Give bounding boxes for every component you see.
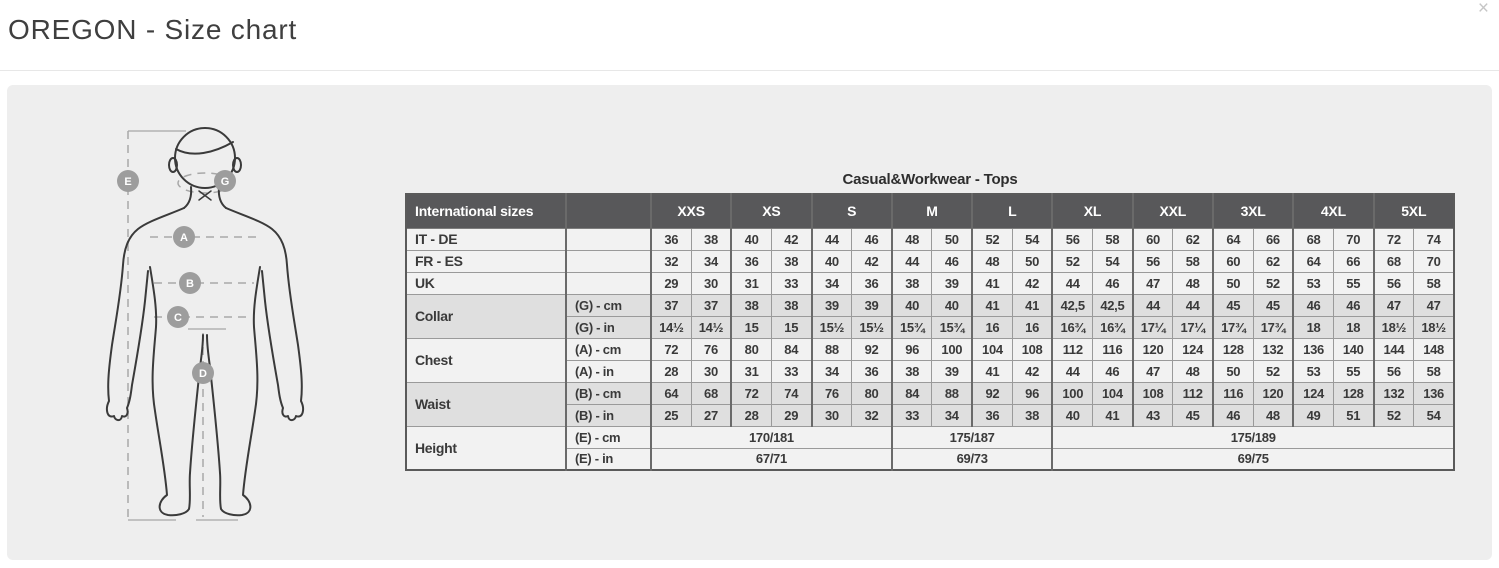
measurement-label-inseam <box>192 362 214 384</box>
size-cell: 136 <box>1293 338 1333 360</box>
size-cell: 36 <box>852 360 892 382</box>
size-column-header: XXL <box>1133 194 1213 228</box>
size-cell: 84 <box>892 382 932 404</box>
height-range-cell: 67/71 <box>651 448 892 470</box>
size-cell: 48 <box>892 228 932 250</box>
size-cell: 44 <box>1052 272 1092 294</box>
size-cell: 66 <box>1253 228 1293 250</box>
size-cell: 15¾ <box>892 316 932 338</box>
size-cell: 44 <box>892 250 932 272</box>
size-cell: 30 <box>691 272 731 294</box>
size-cell: 41 <box>972 294 1012 316</box>
size-cell: 46 <box>1293 294 1333 316</box>
size-cell: 92 <box>972 382 1012 404</box>
size-cell: 29 <box>651 272 691 294</box>
row-label: IT - DE <box>406 228 566 250</box>
size-cell: 49 <box>1293 404 1333 426</box>
size-column-header: XL <box>1052 194 1132 228</box>
svg-text:C: C <box>174 312 182 324</box>
size-cell: 68 <box>691 382 731 404</box>
size-cell: 44 <box>812 228 852 250</box>
corner-header: International sizes <box>406 194 566 228</box>
size-cell: 60 <box>1133 228 1173 250</box>
size-cell: 48 <box>1173 272 1213 294</box>
size-cell: 116 <box>1093 338 1133 360</box>
size-cell: 100 <box>932 338 972 360</box>
size-cell: 50 <box>1012 250 1052 272</box>
size-cell: 33 <box>771 272 811 294</box>
size-cell: 132 <box>1253 338 1293 360</box>
size-cell: 18 <box>1333 316 1373 338</box>
size-cell: 14½ <box>691 316 731 338</box>
size-cell: 92 <box>852 338 892 360</box>
size-cell: 50 <box>932 228 972 250</box>
size-cell: 44 <box>1173 294 1213 316</box>
svg-text:E: E <box>124 176 132 188</box>
size-cell: 66 <box>1333 250 1373 272</box>
size-cell: 41 <box>972 360 1012 382</box>
size-cell: 45 <box>1253 294 1293 316</box>
size-cell: 42,5 <box>1093 294 1133 316</box>
size-cell: 39 <box>932 272 972 294</box>
size-cell: 68 <box>1293 228 1333 250</box>
size-cell: 80 <box>852 382 892 404</box>
size-cell: 70 <box>1414 250 1454 272</box>
size-cell: 46 <box>1093 272 1133 294</box>
table-row <box>406 250 1454 272</box>
size-cell: 50 <box>1213 360 1253 382</box>
size-cell: 34 <box>812 272 852 294</box>
size-cell: 72 <box>731 382 771 404</box>
size-column-header: 4XL <box>1293 194 1373 228</box>
size-cell: 44 <box>1052 360 1092 382</box>
size-cell: 52 <box>972 228 1012 250</box>
size-cell: 72 <box>1374 228 1414 250</box>
size-cell: 80 <box>731 338 771 360</box>
size-chart-table <box>405 193 1455 471</box>
size-cell: 40 <box>812 250 852 272</box>
size-cell: 55 <box>1333 272 1373 294</box>
size-cell: 62 <box>1253 250 1293 272</box>
size-cell: 15 <box>731 316 771 338</box>
measurement-label-hip <box>167 306 189 328</box>
svg-text:G: G <box>220 176 230 188</box>
size-cell: 64 <box>651 382 691 404</box>
size-cell: 84 <box>771 338 811 360</box>
unit-label <box>566 272 651 294</box>
size-cell: 15½ <box>812 316 852 338</box>
size-cell: 88 <box>812 338 852 360</box>
size-cell: 41 <box>972 272 1012 294</box>
size-cell: 128 <box>1213 338 1253 360</box>
measurement-label-chest <box>173 226 195 248</box>
height-range-cell: 175/189 <box>1052 426 1454 448</box>
unit-label: (B) - cm <box>566 382 651 404</box>
size-cell: 39 <box>932 360 972 382</box>
unit-label: (E) - in <box>566 448 651 470</box>
size-column-header: S <box>812 194 892 228</box>
size-cell: 62 <box>1173 228 1213 250</box>
size-cell: 148 <box>1414 338 1454 360</box>
size-cell: 48 <box>1253 404 1293 426</box>
size-cell: 15¾ <box>932 316 972 338</box>
measurement-label-height <box>117 170 139 192</box>
size-cell: 44 <box>1133 294 1173 316</box>
size-cell: 51 <box>1333 404 1373 426</box>
size-cell: 16¾ <box>1093 316 1133 338</box>
table-row <box>406 338 1454 360</box>
size-cell: 32 <box>852 404 892 426</box>
unit-label <box>566 250 651 272</box>
size-cell: 16¾ <box>1052 316 1092 338</box>
size-cell: 54 <box>1093 250 1133 272</box>
size-cell: 52 <box>1374 404 1414 426</box>
size-chart-panel <box>7 85 1492 560</box>
size-chart-caption: Casual&Workwear - Tops <box>842 171 1018 188</box>
size-cell: 56 <box>1133 250 1173 272</box>
size-cell: 76 <box>812 382 852 404</box>
size-cell: 33 <box>892 404 932 426</box>
size-cell: 42 <box>771 228 811 250</box>
size-cell: 56 <box>1374 272 1414 294</box>
size-cell: 116 <box>1213 382 1253 404</box>
size-cell: 53 <box>1293 272 1333 294</box>
size-cell: 15 <box>771 316 811 338</box>
size-cell: 36 <box>651 228 691 250</box>
size-cell: 46 <box>1213 404 1253 426</box>
size-cell: 56 <box>1374 360 1414 382</box>
size-cell: 132 <box>1374 382 1414 404</box>
size-cell: 31 <box>731 272 771 294</box>
size-cell: 54 <box>1414 404 1454 426</box>
size-cell: 17¼ <box>1173 316 1213 338</box>
measurement-label-collar <box>214 170 236 192</box>
size-cell: 70 <box>1333 228 1373 250</box>
size-cell: 42 <box>852 250 892 272</box>
size-cell: 16 <box>1012 316 1052 338</box>
size-cell: 38 <box>771 250 811 272</box>
size-cell: 40 <box>892 294 932 316</box>
size-cell: 58 <box>1414 272 1454 294</box>
size-cell: 32 <box>651 250 691 272</box>
size-cell: 104 <box>1093 382 1133 404</box>
size-cell: 47 <box>1133 272 1173 294</box>
size-cell: 76 <box>691 338 731 360</box>
size-cell: 52 <box>1052 250 1092 272</box>
height-range-cell: 175/187 <box>892 426 1053 448</box>
size-cell: 120 <box>1133 338 1173 360</box>
size-cell: 46 <box>852 228 892 250</box>
row-label: Waist <box>406 382 566 426</box>
size-cell: 18½ <box>1414 316 1454 338</box>
svg-text:A: A <box>180 232 188 244</box>
size-cell: 43 <box>1133 404 1173 426</box>
size-cell: 47 <box>1414 294 1454 316</box>
close-icon[interactable]: × <box>1477 0 1489 19</box>
size-cell: 31 <box>731 360 771 382</box>
size-cell: 17¾ <box>1213 316 1253 338</box>
table-row <box>406 228 1454 250</box>
size-column-header: 5XL <box>1374 194 1454 228</box>
unit-label <box>566 228 651 250</box>
size-cell: 29 <box>771 404 811 426</box>
size-cell: 36 <box>972 404 1012 426</box>
size-column-header: 3XL <box>1213 194 1293 228</box>
size-cell: 15½ <box>852 316 892 338</box>
table-row <box>406 382 1454 404</box>
svg-text:B: B <box>186 278 194 290</box>
size-cell: 28 <box>651 360 691 382</box>
size-cell: 48 <box>972 250 1012 272</box>
size-cell: 38 <box>691 228 731 250</box>
size-cell: 38 <box>892 272 932 294</box>
size-cell: 25 <box>651 404 691 426</box>
size-cell: 48 <box>1173 360 1213 382</box>
row-label: Height <box>406 426 566 470</box>
size-cell: 17¼ <box>1133 316 1173 338</box>
size-cell: 100 <box>1052 382 1092 404</box>
size-cell: 42 <box>1012 272 1052 294</box>
height-range-cell: 69/75 <box>1052 448 1454 470</box>
size-cell: 136 <box>1414 382 1454 404</box>
size-cell: 38 <box>731 294 771 316</box>
size-cell: 40 <box>932 294 972 316</box>
size-cell: 53 <box>1293 360 1333 382</box>
size-cell: 58 <box>1093 228 1133 250</box>
size-cell: 45 <box>1173 404 1213 426</box>
size-column-header: XS <box>731 194 811 228</box>
size-cell: 47 <box>1133 360 1173 382</box>
dialog-title: OREGON - Size chart <box>8 14 298 45</box>
size-column-header: M <box>892 194 972 228</box>
size-cell: 41 <box>1093 404 1133 426</box>
size-cell: 38 <box>892 360 932 382</box>
size-cell: 104 <box>972 338 1012 360</box>
table-row <box>406 294 1454 316</box>
unit-column-header <box>566 194 651 228</box>
size-cell: 27 <box>691 404 731 426</box>
size-cell: 45 <box>1213 294 1253 316</box>
size-cell: 38 <box>771 294 811 316</box>
row-label: UK <box>406 272 566 294</box>
size-cell: 37 <box>651 294 691 316</box>
size-cell: 38 <box>1012 404 1052 426</box>
size-cell: 42,5 <box>1052 294 1092 316</box>
size-cell: 74 <box>1414 228 1454 250</box>
size-cell: 88 <box>932 382 972 404</box>
measurement-label-waist <box>179 272 201 294</box>
size-cell: 46 <box>932 250 972 272</box>
table-row <box>406 272 1454 294</box>
size-cell: 55 <box>1333 360 1373 382</box>
size-cell: 46 <box>1093 360 1133 382</box>
size-cell: 40 <box>1052 404 1092 426</box>
size-cell: 30 <box>691 360 731 382</box>
svg-text:D: D <box>199 368 207 380</box>
size-cell: 41 <box>1012 294 1052 316</box>
size-cell: 68 <box>1374 250 1414 272</box>
size-cell: 36 <box>852 272 892 294</box>
size-cell: 64 <box>1293 250 1333 272</box>
size-cell: 74 <box>771 382 811 404</box>
row-label: Chest <box>406 338 566 382</box>
header-divider <box>0 70 1499 71</box>
size-column-header: XXS <box>651 194 731 228</box>
size-cell: 52 <box>1253 360 1293 382</box>
size-cell: 30 <box>812 404 852 426</box>
size-cell: 33 <box>771 360 811 382</box>
unit-label: (B) - in <box>566 404 651 426</box>
size-cell: 60 <box>1213 250 1253 272</box>
size-cell: 34 <box>932 404 972 426</box>
size-cell: 28 <box>731 404 771 426</box>
size-cell: 140 <box>1333 338 1373 360</box>
size-cell: 40 <box>731 228 771 250</box>
size-cell: 72 <box>651 338 691 360</box>
size-cell: 108 <box>1012 338 1052 360</box>
unit-label: (G) - in <box>566 316 651 338</box>
size-cell: 124 <box>1293 382 1333 404</box>
row-label: Collar <box>406 294 566 338</box>
size-cell: 46 <box>1333 294 1373 316</box>
size-cell: 36 <box>731 250 771 272</box>
size-cell: 58 <box>1414 360 1454 382</box>
size-cell: 112 <box>1052 338 1092 360</box>
row-label: FR - ES <box>406 250 566 272</box>
size-cell: 58 <box>1173 250 1213 272</box>
size-cell: 124 <box>1173 338 1213 360</box>
size-cell: 14½ <box>651 316 691 338</box>
unit-label: (G) - cm <box>566 294 651 316</box>
table-row <box>406 426 1454 448</box>
size-cell: 50 <box>1213 272 1253 294</box>
size-cell: 42 <box>1012 360 1052 382</box>
size-cell: 96 <box>1012 382 1052 404</box>
size-cell: 56 <box>1052 228 1092 250</box>
size-cell: 34 <box>691 250 731 272</box>
size-cell: 18 <box>1293 316 1333 338</box>
size-cell: 96 <box>892 338 932 360</box>
size-cell: 120 <box>1253 382 1293 404</box>
size-cell: 112 <box>1173 382 1213 404</box>
height-range-cell: 170/181 <box>651 426 892 448</box>
unit-label: (A) - in <box>566 360 651 382</box>
size-cell: 17¾ <box>1253 316 1293 338</box>
size-cell: 54 <box>1012 228 1052 250</box>
size-cell: 108 <box>1133 382 1173 404</box>
size-cell: 34 <box>812 360 852 382</box>
body-figure <box>92 105 332 540</box>
size-cell: 39 <box>812 294 852 316</box>
height-range-cell: 69/73 <box>892 448 1053 470</box>
size-cell: 144 <box>1374 338 1414 360</box>
size-cell: 16 <box>972 316 1012 338</box>
size-cell: 52 <box>1253 272 1293 294</box>
size-cell: 128 <box>1333 382 1373 404</box>
size-cell: 39 <box>852 294 892 316</box>
size-cell: 18½ <box>1374 316 1414 338</box>
size-cell: 64 <box>1213 228 1253 250</box>
unit-label: (E) - cm <box>566 426 651 448</box>
size-table-section <box>405 171 1455 471</box>
unit-label: (A) - cm <box>566 338 651 360</box>
size-cell: 37 <box>691 294 731 316</box>
size-column-header: L <box>972 194 1052 228</box>
size-cell: 47 <box>1374 294 1414 316</box>
